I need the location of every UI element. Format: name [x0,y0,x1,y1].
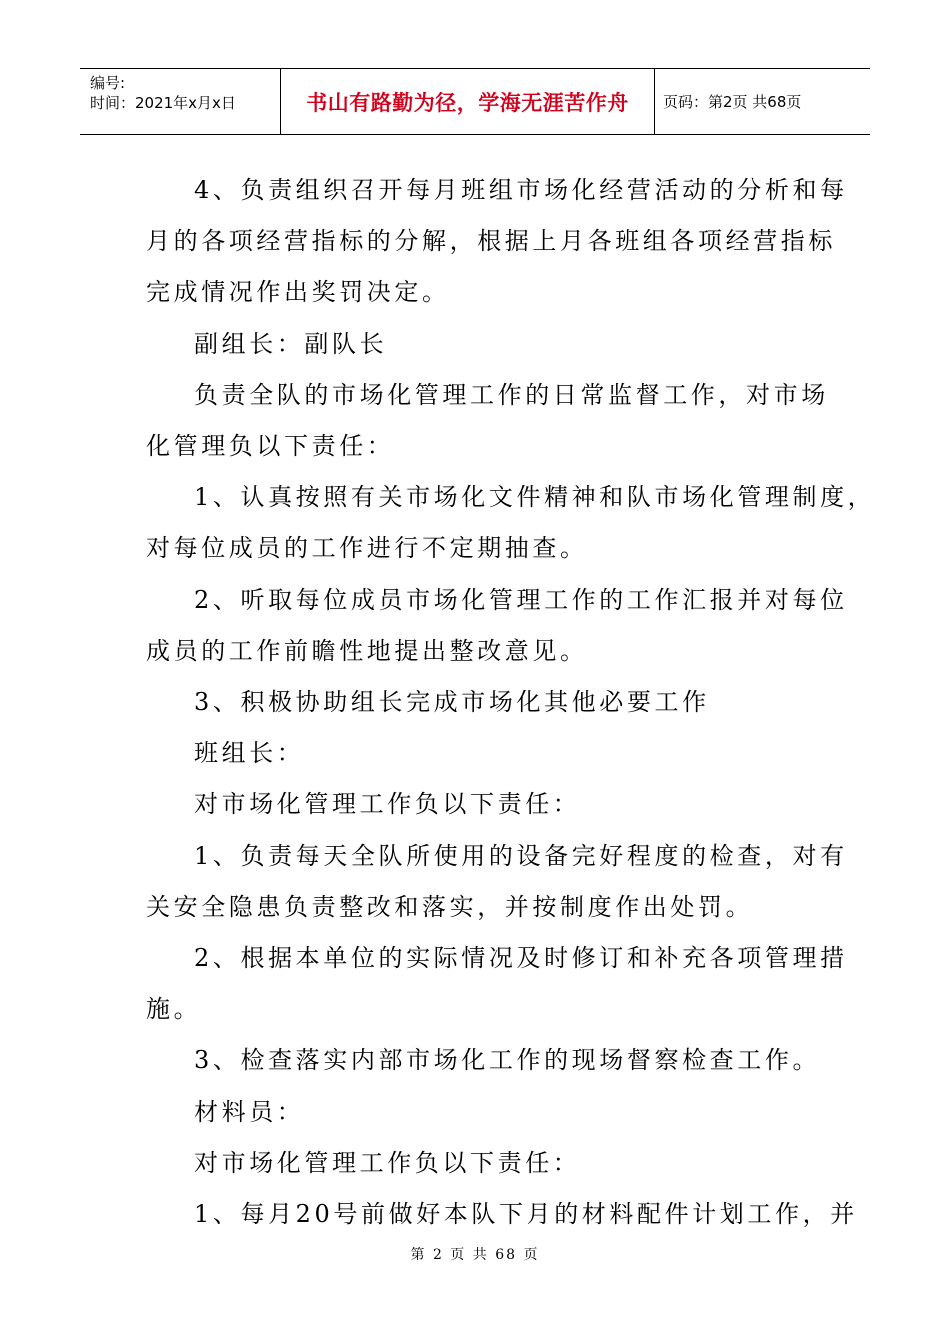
paragraph-line: 对每位成员的工作进行不定期抽查。 [146,534,588,563]
paragraph-line: 2、听取每位成员市场化管理工作的工作汇报并对每位 [194,585,848,614]
paragraph-line: 3、积极协助组长完成市场化其他必要工作 [194,688,710,717]
paragraph-line: 化管理负以下责任： [146,432,395,461]
page-footer [0,1244,950,1264]
paragraph-line: 对市场化管理工作负以下责任： [194,1148,581,1177]
paragraph-line: 成员的工作前瞻性地提出整改意见。 [146,636,588,665]
paragraph-line: 2、根据本单位的实际情况及时修订和补充各项管理措 [194,944,848,973]
paragraph-line: 1、认真按照有关市场化文件精神和队市场化管理制度， [194,483,876,512]
paragraph-line: 负责全队的市场化管理工作的日常监督工作，对市场 [194,380,829,409]
paragraph-line: 关安全隐患负责整改和落实，并按制度作出处罚。 [146,892,754,921]
document-number-label: 编号: [90,74,126,92]
paragraph-line: 4、负责组织召开每月班组市场化经营活动的分析和每 [194,176,848,204]
paragraph-line: 对市场化管理工作负以下责任： [194,790,581,819]
header-page-cell [655,69,870,134]
document-body [146,165,876,1240]
header-meta-cell [80,69,281,134]
header-motto-cell [281,69,655,134]
section-heading-deputy-leader: 副组长：副队长 [194,329,388,358]
paragraph-line: 施。 [146,995,202,1024]
document-time-label: 时间：2021年x月x日 [90,94,236,112]
section-heading-material-clerk: 材料员： [194,1097,305,1126]
section-heading-team-leader: 班组长： [194,739,305,768]
header-page-info: 页码：第2页 共68页 [663,93,802,111]
page-header [80,68,870,135]
paragraph-line: 1、每月20号前做好本队下月的材料配件计划工作，并 [194,1200,858,1229]
paragraph-line: 1、负责每天全队所使用的设备完好程度的检查，对有 [194,841,848,870]
header-motto: 书山有路勤为径，学海无涯苦作舟 [306,90,629,115]
paragraph-line: 月的各项经营指标的分解，根据上月各班组各项经营指标 [146,227,836,256]
footer-page-number: 第 2 页 共 68 页 [410,1247,540,1263]
paragraph-line: 3、检查落实内部市场化工作的现场督察检查工作。 [194,1046,821,1075]
paragraph-line: 完成情况作出奖罚决定。 [146,278,450,307]
